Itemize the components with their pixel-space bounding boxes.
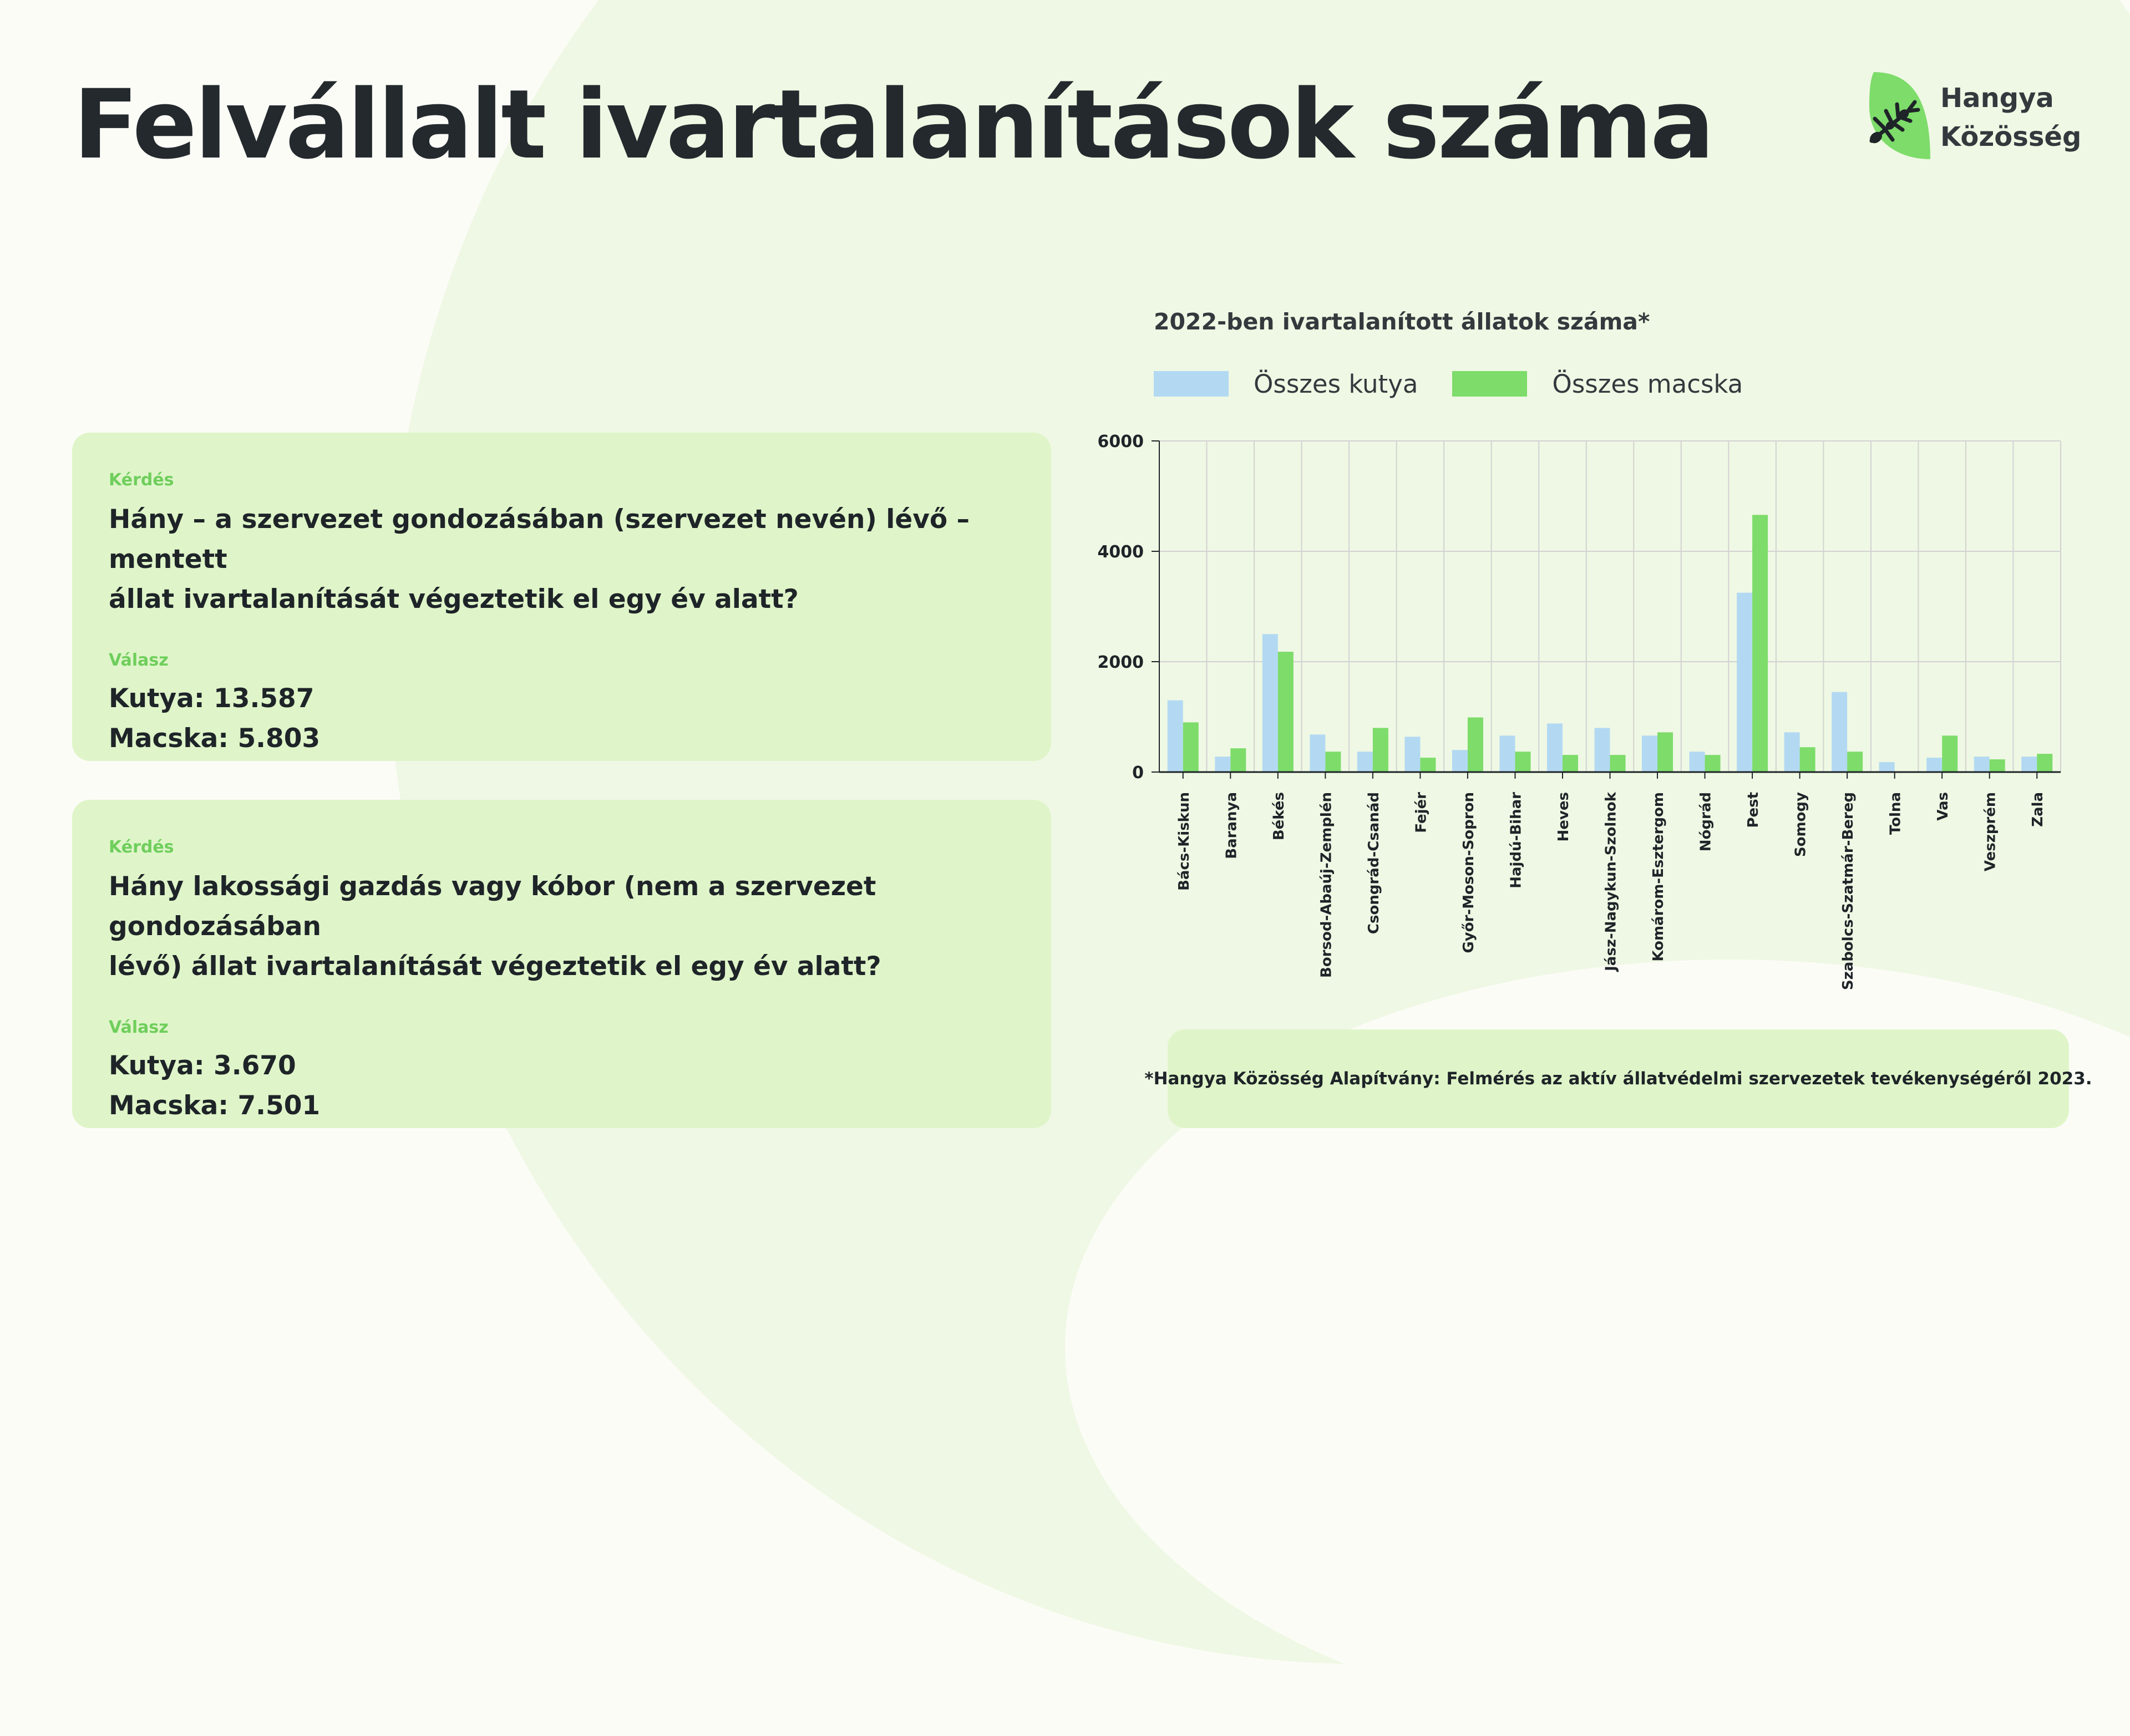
bar-cats: [1468, 717, 1483, 772]
bar-cats: [1563, 755, 1578, 772]
brand-logo: [1864, 68, 2082, 167]
y-tick-label: 2000: [1097, 653, 1144, 672]
x-tick-label: Győr-Moson-Sopron: [1460, 792, 1477, 953]
x-tick-label: Nógrád: [1697, 792, 1715, 852]
source-note: *Hangya Közösség Alapítvány: Felmérés az aktív állatvédelmi szervezetek tevékenységéről 2023.: [1144, 1069, 2092, 1089]
bar-cats: [1373, 728, 1388, 772]
bar-dogs: [1690, 752, 1705, 772]
x-tick-label: Bács-Kiskun: [1175, 792, 1193, 891]
bar-dogs: [1737, 593, 1752, 772]
bar-dogs: [1784, 732, 1800, 772]
answer-text: [109, 1046, 1015, 1126]
bar-cats: [1325, 752, 1341, 772]
bar-dogs: [1595, 728, 1610, 772]
legend-swatch-cats: [1452, 371, 1527, 397]
legend-swatch-dogs: [1154, 371, 1229, 397]
question-label: Kérdés: [109, 837, 174, 857]
bar-dogs: [1452, 750, 1468, 772]
x-tick-label: Csongrád-Csanád: [1365, 792, 1382, 935]
bar-cats: [1847, 752, 1863, 772]
chart-legend: [1154, 367, 1777, 400]
bar-cats: [1610, 755, 1626, 772]
x-tick-label: Komárom-Esztergom: [1650, 792, 1667, 962]
source-box: [1144, 1029, 2092, 1128]
bar-dogs: [1926, 758, 1942, 772]
x-tick-label: Veszprém: [1982, 792, 1999, 872]
bar-dogs: [1832, 692, 1847, 772]
qa-card-rescued-animals: [72, 433, 1051, 761]
bar-cats: [2037, 754, 2052, 772]
bar-dogs: [1168, 701, 1183, 772]
legend-label-cats: Összes macska: [1552, 369, 1743, 399]
bar-cats: [1278, 652, 1294, 772]
question-line: lévő) állat ivartalanítását végeztetik el egy év alatt?: [109, 951, 881, 982]
bar-dogs: [1974, 757, 1990, 772]
page-title: Felvállalt ivartalanítások száma: [73, 69, 1712, 180]
bar-dogs: [1310, 734, 1325, 772]
bar-cats: [1183, 722, 1199, 772]
answer-text: [109, 679, 1015, 759]
y-tick-label: 0: [1132, 763, 1144, 783]
question-text: [109, 500, 1015, 620]
answer-dogs: Kutya: 3.670: [109, 1050, 296, 1081]
logo-line-2: Közösség: [1940, 121, 2082, 153]
bar-cats: [1657, 732, 1673, 772]
x-tick-label: Heves: [1555, 792, 1572, 842]
x-tick-label: Békés: [1270, 792, 1287, 841]
bar-dogs: [1404, 737, 1420, 772]
x-tick-label: Baranya: [1223, 792, 1240, 859]
bar-cats: [1942, 735, 1957, 772]
x-tick-label: Somogy: [1792, 792, 1809, 857]
bar-cats: [1230, 748, 1246, 772]
logo-line-1: Hangya: [1940, 83, 2054, 114]
legend-item-dogs: [1154, 369, 1418, 399]
question-text: [109, 867, 1015, 987]
ant-leaf-icon: [1864, 68, 1933, 162]
bar-cats: [1420, 758, 1436, 772]
answer-dogs: Kutya: 13.587: [109, 683, 315, 714]
legend-label-dogs: Összes kutya: [1254, 369, 1418, 399]
bar-dogs: [1499, 735, 1515, 772]
question-line: Hány – a szervezet gondozásában (szervezet nevén) lévő – mentett: [109, 504, 970, 575]
bar-cats: [1705, 755, 1721, 772]
answer-cats: Macska: 7.501: [109, 1090, 321, 1121]
x-tick-label: Zala: [2030, 792, 2047, 827]
x-tick-label: Borsod-Abaúj-Zemplén: [1318, 792, 1335, 978]
x-tick-label: Hajdú-Bihar: [1508, 792, 1525, 889]
bar-cats: [1800, 747, 1815, 772]
bar-dogs: [1642, 735, 1657, 772]
bar-dogs: [1357, 752, 1373, 772]
bar-dogs: [1547, 723, 1563, 772]
x-tick-label: Fejér: [1413, 792, 1430, 833]
bar-cats: [1515, 752, 1530, 772]
answer-label: Válasz: [109, 1018, 169, 1037]
question-label: Kérdés: [109, 470, 174, 490]
y-tick-label: 4000: [1097, 542, 1144, 562]
bar-cats: [1990, 759, 2005, 772]
bar-dogs: [2021, 757, 2037, 772]
answer-cats: Macska: 5.803: [109, 723, 321, 754]
bar-dogs: [1262, 634, 1278, 772]
x-tick-label: Pest: [1745, 792, 1762, 828]
x-tick-label: Jász-Nagykun-Szolnok: [1602, 792, 1620, 971]
question-line: állat ivartalanítását végeztetik el egy év alatt?: [109, 584, 799, 615]
qa-card-public-animals: [72, 800, 1051, 1128]
x-tick-label: Vas: [1935, 792, 1952, 821]
answer-label: Válasz: [109, 651, 169, 670]
logo-wordmark: [1940, 79, 2081, 156]
y-tick-label: 6000: [1097, 432, 1144, 451]
bar-cats: [1752, 515, 1768, 772]
x-tick-label: Szabolcs-Szatmár-Bereg: [1840, 792, 1857, 991]
x-tick-label: Tolna: [1887, 792, 1904, 835]
question-line: Hány lakossági gazdás vagy kóbor (nem a szervezet gondozásában: [109, 871, 876, 942]
legend-item-cats: [1452, 369, 1743, 399]
bar-dogs: [1879, 762, 1895, 772]
chart-title: 2022-ben ivartalanított állatok száma*: [1154, 308, 1650, 335]
bar-chart: [1071, 422, 2075, 993]
bar-dogs: [1215, 757, 1230, 772]
